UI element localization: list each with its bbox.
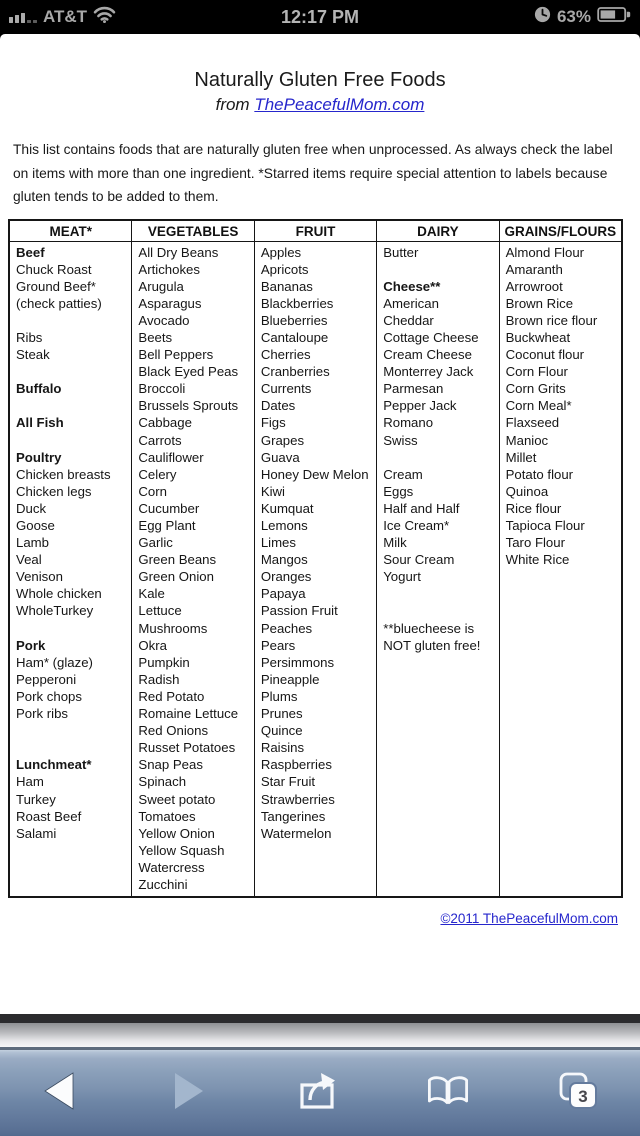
tab-count: 3 <box>578 1087 588 1106</box>
food-item: Apples <box>260 244 302 260</box>
web-page-content <box>0 34 640 1014</box>
column-header: DAIRY <box>377 221 498 242</box>
food-item: Half and Half <box>383 500 460 516</box>
blank-line <box>377 261 498 278</box>
food-item: Dates <box>260 398 296 414</box>
column-body <box>10 242 131 845</box>
food-item: Snap Peas <box>138 757 203 773</box>
food-item: Kale <box>138 586 165 602</box>
blank-line <box>10 432 131 449</box>
food-item: Yellow Onion <box>138 825 215 841</box>
url-bar-edge <box>0 1023 640 1047</box>
blank-line <box>377 449 498 466</box>
food-item: Currents <box>260 381 312 397</box>
column-header: VEGETABLES <box>132 221 253 242</box>
food-item: Figs <box>260 415 286 431</box>
food-item: Limes <box>260 535 296 551</box>
food-item: Watermelon <box>260 825 332 841</box>
food-item: Persimmons <box>260 654 335 670</box>
book-icon <box>424 1074 472 1108</box>
column-body <box>377 242 498 657</box>
food-item: Yogurt <box>383 569 421 585</box>
food-item: Salami <box>16 825 57 841</box>
food-item: Whole chicken <box>16 586 102 602</box>
food-item: Corn Grits <box>505 381 566 397</box>
food-item: Pineapple <box>260 671 320 687</box>
food-item: Lettuce <box>138 603 182 619</box>
food-item: Poultry <box>16 449 62 465</box>
status-bar <box>0 0 640 34</box>
food-item: Chicken legs <box>16 483 92 499</box>
food-item: Cream Cheese <box>383 347 472 363</box>
copyright-link[interactable]: ©2011 ThePeacefulMom.com <box>440 911 618 927</box>
food-item: Radish <box>138 671 180 687</box>
food-item: Sour Cream <box>383 552 455 568</box>
food-item: Raisins <box>260 740 305 756</box>
food-item: Tangerines <box>260 808 326 824</box>
battery-icon <box>597 6 631 28</box>
food-item: Pumpkin <box>138 654 190 670</box>
food-item: Cottage Cheese <box>383 329 479 345</box>
food-item: Beef <box>16 244 45 260</box>
site-link[interactable]: ThePeacefulMom.com <box>254 95 425 114</box>
food-item: **bluecheese is <box>383 620 475 636</box>
blank-line <box>377 585 498 602</box>
share-icon <box>294 1069 342 1113</box>
food-item: Lemons <box>260 518 308 533</box>
status-right <box>534 6 631 28</box>
food-item: Cantaloupe <box>260 329 329 345</box>
food-item: Russet Potatoes <box>138 740 236 756</box>
food-item: Buffalo <box>16 381 62 397</box>
food-item: Passion Fruit <box>260 603 338 619</box>
food-item: Steak <box>16 347 50 363</box>
food-item: Asparagus <box>138 295 202 311</box>
food-item: Monterrey Jack <box>383 364 474 380</box>
food-item: All Dry Beans <box>138 244 219 260</box>
food-item: Butter <box>383 244 419 260</box>
subtitle-prefix: from <box>215 95 255 114</box>
food-item: Blueberries <box>260 312 328 328</box>
food-item: Tomatoes <box>138 808 196 824</box>
food-item: Roast Beef <box>16 808 82 824</box>
signal-strength-icon <box>9 10 37 24</box>
food-item: Egg Plant <box>138 518 196 533</box>
food-item: WholeTurkey <box>16 603 94 619</box>
column-header: MEAT* <box>10 221 131 242</box>
food-table <box>8 219 623 899</box>
food-item: Kumquat <box>260 500 314 516</box>
food-item: Turkey <box>16 791 56 807</box>
food-item: Duck <box>16 500 47 516</box>
food-item: Carrots <box>138 432 182 448</box>
tabs-button[interactable] <box>548 1063 606 1119</box>
food-item: Oranges <box>260 569 312 585</box>
food-item: Coconut flour <box>505 347 585 363</box>
food-item: (check patties) <box>16 295 102 311</box>
food-item: Watercress <box>138 859 205 875</box>
table-column-vegetables <box>131 221 253 897</box>
carrier-label: AT&T <box>43 7 88 26</box>
wifi-icon <box>93 6 116 28</box>
food-item: Chicken breasts <box>16 466 111 482</box>
food-item: Arugula <box>138 278 184 294</box>
food-item: Cherries <box>260 347 311 363</box>
food-item: Guava <box>260 449 300 465</box>
food-item: Buckwheat <box>505 329 571 345</box>
page-end-band <box>0 1014 640 1023</box>
table-column-dairy <box>376 221 498 897</box>
food-item: Cranberries <box>260 364 330 380</box>
food-item: Ham* (glaze) <box>16 654 93 670</box>
food-item: Pepperoni <box>16 671 77 687</box>
food-item: Artichokes <box>138 261 200 277</box>
bookmarks-button[interactable] <box>419 1063 477 1119</box>
food-item: White Rice <box>505 552 570 568</box>
food-item: Plums <box>260 688 298 704</box>
food-item: Star Fruit <box>260 774 316 790</box>
safari-toolbar <box>0 1047 640 1136</box>
food-item: Red Potato <box>138 688 205 704</box>
column-header: GRAINS/FLOURS <box>500 221 621 242</box>
blank-line <box>10 312 131 329</box>
food-item: Corn <box>138 483 167 499</box>
page-footer <box>0 911 618 926</box>
food-item: Corn Flour <box>505 364 568 380</box>
food-item: Prunes <box>260 706 303 722</box>
food-item: Pork chops <box>16 688 82 704</box>
food-item: Beets <box>138 329 173 345</box>
food-item: Swiss <box>383 432 418 448</box>
food-item: Avocado <box>138 312 190 328</box>
food-item: Milk <box>383 535 407 551</box>
table-column-meat <box>10 221 131 897</box>
food-item: Goose <box>16 518 55 533</box>
food-item: Pears <box>260 637 296 653</box>
food-item: Spinach <box>138 774 187 790</box>
page-title: Naturally Gluten Free Foods <box>194 69 446 91</box>
food-item: Cheese** <box>383 278 441 294</box>
food-item: Almond Flour <box>505 244 585 260</box>
food-item: Manioc <box>505 432 549 448</box>
food-item: Ribs <box>16 329 43 345</box>
food-item: Bananas <box>260 278 313 294</box>
food-item: Amaranth <box>505 261 563 277</box>
food-item: Bell Peppers <box>138 347 214 363</box>
food-item: American <box>383 295 439 311</box>
battery-percent: 63% <box>556 7 591 26</box>
blank-line <box>10 722 131 739</box>
food-item: Garlic <box>138 535 173 551</box>
food-item: Kiwi <box>260 483 285 499</box>
food-item: Venison <box>16 569 63 585</box>
food-item: Apricots <box>260 261 309 277</box>
food-item: Raspberries <box>260 757 332 773</box>
intro-paragraph: This list contains foods that are naturally gluten free when unprocessed. As always check the label on items with more than one ingredient. *Starred items require special attention to labels because gluten tends to be added to them. <box>13 142 613 204</box>
food-item: Millet <box>505 449 537 465</box>
food-item: Romaine Lettuce <box>138 706 239 722</box>
food-item: Strawberries <box>260 791 335 807</box>
food-item: Cabbage <box>138 415 192 431</box>
blank-line <box>10 397 131 414</box>
food-item: NOT gluten free! <box>383 637 481 653</box>
food-item: Honey Dew Melon <box>260 466 369 482</box>
blank-line <box>377 602 498 619</box>
food-item: Papaya <box>260 586 306 602</box>
food-item: Blackberries <box>260 295 334 311</box>
food-item: Parmesan <box>383 381 444 397</box>
food-item: Tapioca Flour <box>505 518 585 533</box>
food-item: Potato flour <box>505 466 574 482</box>
food-item: Cucumber <box>138 500 200 516</box>
food-item: Grapes <box>260 432 305 448</box>
food-item: Corn Meal* <box>505 398 572 414</box>
status-left <box>9 6 116 28</box>
food-item: Sweet potato <box>138 791 216 807</box>
blank-line <box>10 620 131 637</box>
food-item: Taro Flour <box>505 535 565 551</box>
column-body <box>132 242 253 897</box>
blank-line <box>10 363 131 380</box>
food-item: Brown Rice <box>505 295 574 311</box>
food-item: Mushrooms <box>138 620 208 636</box>
food-item: Veal <box>16 552 42 568</box>
food-item: Okra <box>138 637 167 653</box>
food-item: Eggs <box>383 483 414 499</box>
food-item: All Fish <box>16 415 64 431</box>
food-item: Arrowroot <box>505 278 563 294</box>
food-item: Peaches <box>260 620 313 636</box>
food-item: Mangos <box>260 552 308 568</box>
column-header: FRUIT <box>255 221 376 242</box>
column-body <box>500 242 621 572</box>
food-item: Ham <box>16 774 44 790</box>
forward-button[interactable] <box>160 1063 218 1119</box>
share-button[interactable] <box>289 1063 347 1119</box>
back-button[interactable] <box>30 1063 88 1119</box>
alarm-clock-icon <box>534 6 551 28</box>
food-item: Cream <box>383 466 423 482</box>
food-item: Quinoa <box>505 483 549 499</box>
blank-line <box>10 739 131 756</box>
food-item: Broccoli <box>138 381 186 397</box>
food-item: Lamb <box>16 535 49 551</box>
food-item: Cheddar <box>383 312 434 328</box>
back-arrow-icon <box>42 1070 76 1112</box>
food-item: Flaxseed <box>505 415 560 431</box>
food-item: Romano <box>383 415 434 431</box>
food-item: Pepper Jack <box>383 398 457 414</box>
food-item: Celery <box>138 466 177 482</box>
food-item: Brussels Sprouts <box>138 398 239 414</box>
status-clock: 12:17 PM <box>280 6 360 27</box>
food-item: Green Onion <box>138 569 214 585</box>
table-column-grains-flours <box>499 221 621 897</box>
food-item: Pork ribs <box>16 706 69 722</box>
page-subtitle <box>0 92 640 118</box>
pages-icon <box>554 1070 600 1112</box>
food-item: Pork <box>16 637 46 653</box>
food-item: Quince <box>260 723 303 739</box>
food-item: Ice Cream* <box>383 518 450 533</box>
column-body <box>255 242 376 845</box>
food-item: Chuck Roast <box>16 261 92 277</box>
forward-arrow-icon <box>172 1070 206 1112</box>
food-item: Rice flour <box>505 500 562 516</box>
food-item: Black Eyed Peas <box>138 364 239 380</box>
food-item: Lunchmeat* <box>16 757 92 773</box>
food-item: Red Onions <box>138 723 209 739</box>
food-item: Ground Beef* <box>16 278 96 294</box>
food-item: Brown rice flour <box>505 312 598 328</box>
food-item: Cauliflower <box>138 449 204 465</box>
food-item: Green Beans <box>138 552 217 568</box>
food-item: Yellow Squash <box>138 842 225 858</box>
table-column-fruit <box>254 221 376 897</box>
food-item: Zucchini <box>138 876 188 892</box>
